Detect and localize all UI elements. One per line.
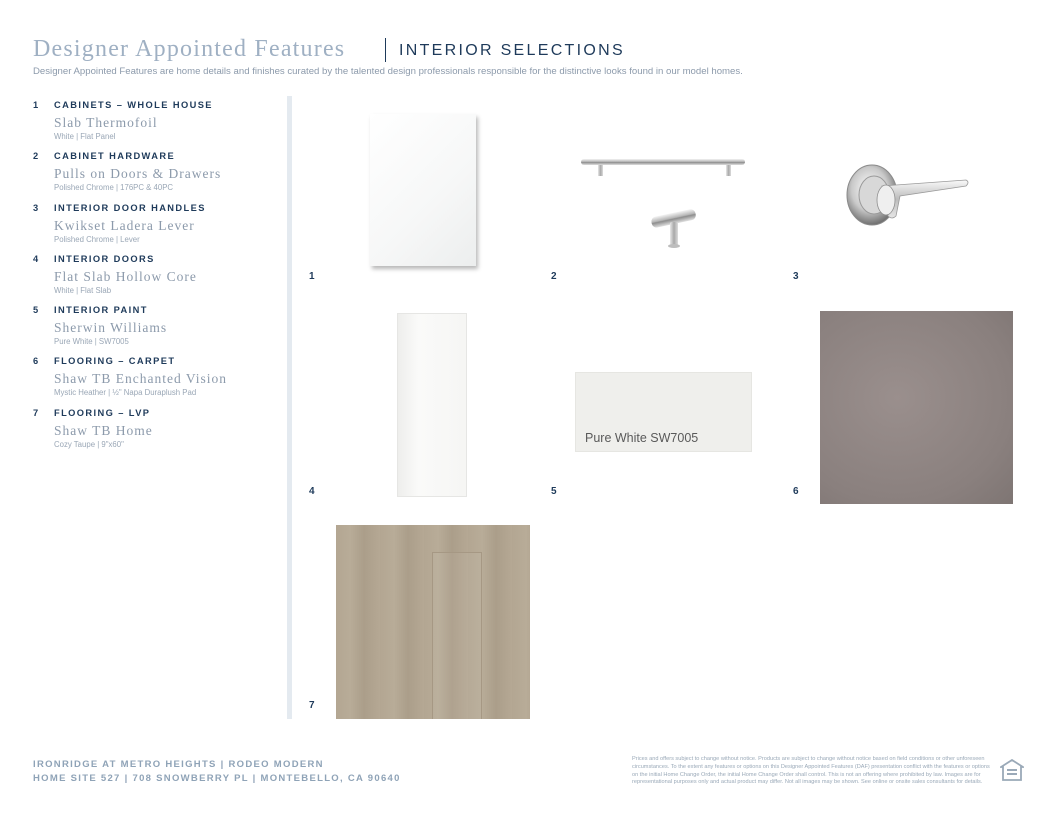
image-label-3: 3: [793, 271, 799, 282]
selection-category: CABINET HARDWARE: [54, 151, 176, 162]
vertical-divider: [287, 96, 292, 719]
selection-category: INTERIOR DOORS: [54, 253, 155, 264]
selection-number: 2: [33, 151, 40, 162]
selection-number: 3: [33, 202, 40, 213]
selection-detail: Polished Chrome | 176PC & 40PC: [54, 183, 174, 193]
paint-swatch: [575, 372, 752, 452]
cabinet-pull-hardware-image: [575, 150, 755, 252]
image-label-2: 2: [551, 271, 557, 282]
image-label-4: 4: [309, 486, 315, 497]
selection-number: 7: [33, 407, 40, 418]
selection-detail: White | Flat Slab: [54, 285, 112, 295]
door-lever-image: [842, 160, 972, 232]
cabinet-swatch-image: [370, 114, 476, 266]
selection-detail: Cozy Taupe | 9"x60": [54, 439, 124, 449]
selection-name: Pulls on Doors & Drawers: [54, 166, 222, 182]
image-label-5: 5: [551, 486, 557, 497]
selection-name: Kwikset Ladera Lever: [54, 217, 195, 233]
selection-detail: Pure White | SW7005: [54, 337, 129, 347]
lvp-plank: [432, 552, 482, 719]
image-label-6: 6: [793, 486, 799, 497]
selection-category: CABINETS – WHOLE HOUSE: [54, 100, 213, 110]
selection-number: 5: [33, 305, 40, 316]
selection-name: Shaw TB Enchanted Vision: [54, 371, 228, 387]
selection-item-cabinet-hardware: [33, 151, 283, 202]
selection-category: INTERIOR PAINT: [54, 305, 148, 316]
page-subtitle: INTERIOR SELECTIONS: [399, 42, 625, 59]
selection-category: FLOORING – LVP: [54, 407, 151, 418]
selection-item-door-handles: [33, 203, 283, 254]
selection-detail: White | Flat Panel: [54, 132, 116, 141]
selection-item-interior-doors: [33, 254, 283, 305]
selection-category: INTERIOR DOOR HANDLES: [54, 202, 206, 213]
selection-name: Sherwin Williams: [54, 320, 168, 336]
image-label-7: 7: [309, 700, 315, 711]
selection-name: Shaw TB Home: [54, 422, 153, 438]
selection-number: 4: [33, 253, 40, 264]
footer-disclaimer: Prices and offers subject to change without notice. Products are subject to change without notice based on field conditions or other unforeseen circumstances. To the extent any features or options on this Designer Appointed Features (DAF) presentation conflict with the features or options on the initial Home Change Order, the initial Home Change Order shall control. This is not an offering where prohibited by law. Images are for representational purposes only and actual product may differ. Not all images may be shown. See online or onsite sales consultants for details.: [632, 756, 990, 786]
selection-item-interior-paint: [33, 305, 283, 356]
selection-item-cabinets: [33, 100, 283, 151]
selection-category: FLOORING – CARPET: [54, 356, 176, 367]
selection-name: Slab Thermofoil: [54, 115, 158, 130]
knob-pull-icon: [650, 208, 696, 248]
title-divider: [385, 38, 386, 62]
carpet-swatch-image: [820, 311, 1013, 504]
selection-number: 1: [33, 100, 40, 110]
page-title: Designer Appointed Features: [33, 36, 346, 62]
selection-detail: Polished Chrome | Lever: [54, 234, 140, 244]
paint-swatch-label: Pure White SW7005: [585, 431, 699, 445]
lvp-flooring-image: [336, 525, 530, 719]
selection-item-lvp: [33, 408, 283, 459]
intro-text: Designer Appointed Features are home details and finishes curated by the talented design professionals responsible for the distinctive looks found in our model homes.: [33, 66, 743, 77]
selection-detail: Mystic Heather | ½" Napa Duraplush Pad: [54, 388, 197, 398]
equal-housing-icon: [1000, 759, 1024, 781]
interior-door-image: [398, 314, 466, 496]
selection-number: 6: [33, 356, 40, 367]
image-label-1: 1: [309, 271, 315, 282]
footer-community: IRONRIDGE AT METRO HEIGHTS | RODEO MODERN: [33, 759, 324, 770]
selection-name: Flat Slab Hollow Core: [54, 268, 197, 284]
footer-address: HOME SITE 527 | 708 SNOWBERRY PL | MONTEBELLO, CA 90640: [33, 773, 401, 784]
selection-item-carpet: [33, 356, 283, 407]
bar-pull-icon: [581, 159, 745, 165]
selection-list: [33, 100, 283, 459]
